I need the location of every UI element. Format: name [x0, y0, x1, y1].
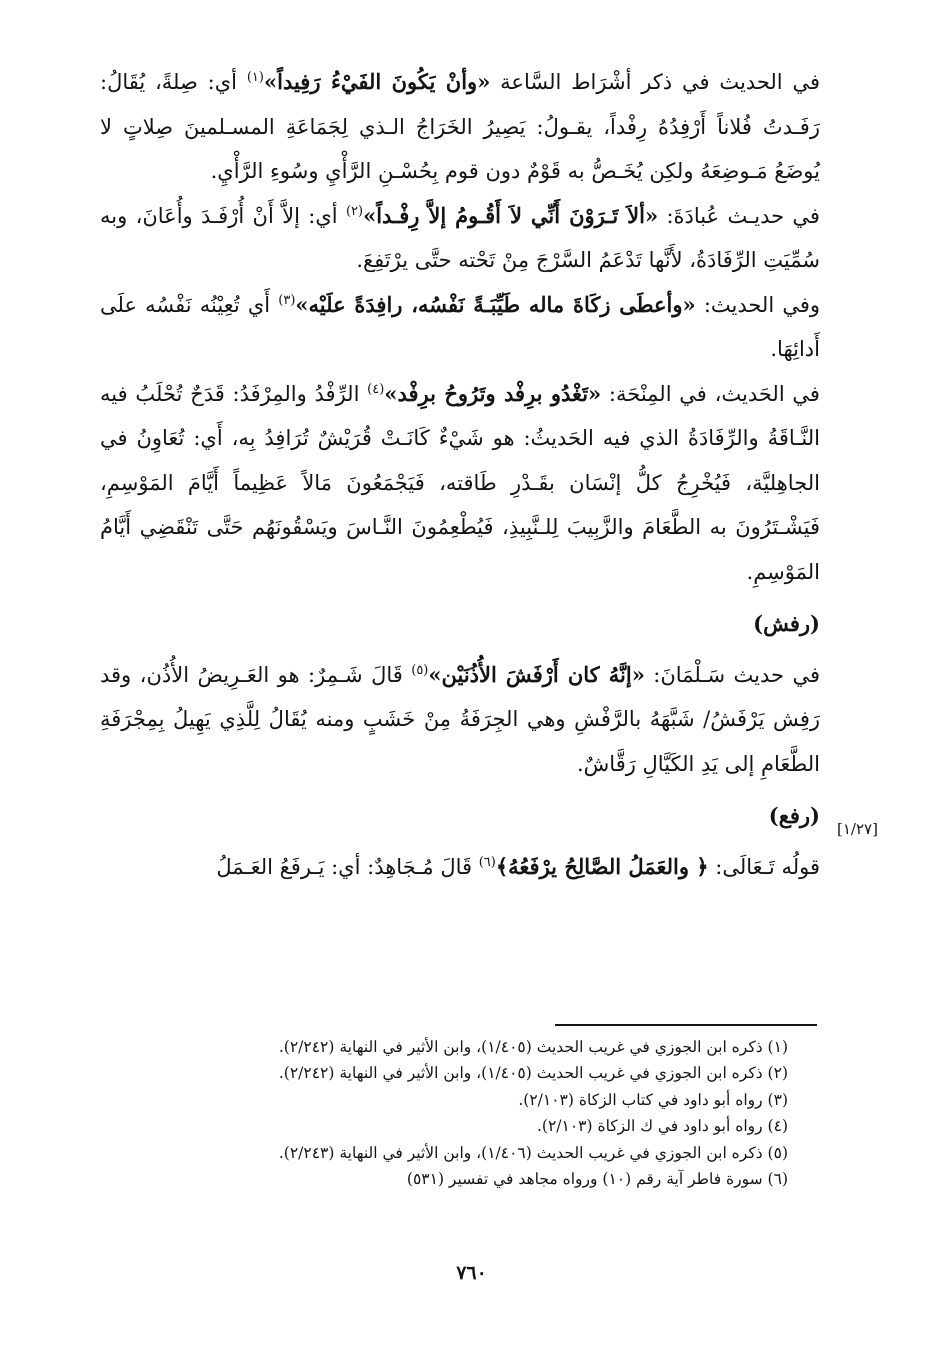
paragraph-5	[100, 653, 820, 787]
main-text-column	[100, 60, 820, 889]
footnote-1: (١) ذكره ابن الجوزي في غريب الحديث (١/٤٠٥)، وابن الأثير في النهاية (٢/٢٤٢).	[278, 1038, 788, 1056]
footnote-2: (٢) ذكره ابن الجوزي في غريب الحديث (١/٤٠٥)، وابن الأثير في النهاية (٢/٢٤٢).	[278, 1064, 788, 1083]
page-number: ٧٦٠	[456, 1262, 487, 1284]
quran-quote: ﴿ والعَمَلُ الصَّالِحُ يرْفَعُهُ﴾	[495, 853, 709, 879]
footnote-5: (٥) ذكره ابن الجوزي في غريب الحديث (١/٤٠٦)، وابن الأثير في النهاية (٢/٢٤٣).	[278, 1143, 788, 1162]
paragraph-2	[100, 194, 820, 283]
section-heading-rafash: (رفش)	[753, 611, 820, 636]
paragraph-text: أي: صِلةً، يُقَالُ: رَفَـدتُ فُلاناً أَرْفِدُهُ رِفْداً، يقـولُ: يَصِيرُ الخَرَاجُ الـذي لِجَمَاعَةِ المسـلمينَ صِلاتٍ لا يُوضَعُ مَـوضِعَهُ ولكِن يُخَـصُّ به قَوْمٌ دون قوم بِحُسْـنِ الرَّأْيِ وسُوءِ الرَّأْيِ.	[100, 70, 820, 183]
hadith-quote: «تَغْدُو برِفْد وتَرُوحُ برِفْد»	[384, 380, 602, 406]
paragraph-1	[100, 60, 820, 194]
hadith-quote: «إنَّهُ كان أَرْفَشَ الأُذُنَيْن»	[428, 661, 645, 687]
footnote-separator	[555, 1024, 817, 1026]
paragraph-3	[100, 283, 820, 372]
paragraph-text: قَالَ شَـمِرٌ: هو العَـرِيضُ الأُذُن، وقد رَفِش يَرْفَشُ/ شَبَّهَهُ بالرَّفْشِ وهي الجِرَفَةُ مِنْ خَشَبٍ ومنه يُقَالُ لِلَّذِي يَهِيلُ بِمِجْرَفَةِ الطَّعَامِ إلى يَدِ الكَيَّالِ رَقَّاشٌ.	[100, 662, 820, 776]
paragraph-text: قَالَ مُـجَاهِدٌ: أي: يَـرفَعُ العَـمَلُ	[216, 854, 479, 879]
hadith-quote: «ألاَ تَـرَوْنَ أَنِّي لاَ أَقُـومُ إلاَّ رِفْـداً»	[363, 202, 659, 228]
footnote-marker: (٦)	[478, 854, 496, 870]
paragraph-text: أي: إلاَّ أَنْ أُرْفَـدَ وأُعَانَ، وبه سُمِّيَتِ الرِّفَادَةُ، لأَنَّها تَدْعَمُ السَّرْجَ مِنْ تَحْته حتَّى يرْتَفِعَ.	[100, 203, 820, 272]
footnote-4: (٤) رواه أبو داود في ك الزكاة (٢/١٠٣).	[536, 1117, 788, 1136]
footnote-marker: (٣)	[278, 292, 296, 308]
paragraph-text: في حديـث عُبادَةَ:	[658, 203, 820, 228]
paragraph-6	[100, 845, 820, 890]
paragraph-text: الرِّفْدُ والمِرْفَدُ: قَدَحٌ تُحْلَبُ فيه النَّـاقَةُ والرِّفَادَةُ الذي فيه الحَديثُ: هو شَيْءٌ كَانَـتْ قُرَيْشٌ تُرَافِدُ بِه، أَي: تُعَاوِنُ في الجاهِليَّة، فَيُخْرِجُ كلُّ إنْسَان بقَـدْرِ طَاقته، فَيَجْمَعُونَ مَالاً عَظِيماً أَيَّامَ المَوْسِمِ، فَيَشْـتَرُونَ به الطَّعَامَ والزَّبِيبَ لِلـنَّبِيذِ، فَيُطْعِمُونَ النَّـاسَ ويَسْقُونَهُم حَتَّى تَنْقَضِي أَيَّامُ المَوْسِمِ.	[100, 381, 820, 584]
paragraph-text: وفي الحديث:	[695, 292, 821, 317]
paragraph-text: في حديث سَـلْمَانَ:	[644, 662, 820, 687]
paragraph-text: قولُه تَـعَالَى:	[708, 854, 820, 879]
footnote-marker: (١)	[246, 70, 264, 85]
footnote-6: (٦) سورة فاطر آية رقم (١٠) ورواه مجاهد في تفسير (٥٣١)	[406, 1170, 788, 1189]
hadith-quote: «وأنْ يَكُونَ الفَيْءُ رَفِيداً»	[263, 69, 491, 94]
hadith-quote: «وأعطَى زكَاةَ ماله طَيِّبَـةً نَفْسُه، رافِدَةً علَيْه»	[295, 291, 696, 317]
footnote-marker: (٤)	[367, 381, 385, 397]
footnote-marker: (٢)	[345, 203, 364, 219]
paragraph-text: في الحَديث، في المِنْحَة:	[601, 381, 820, 406]
footnote-3: (٣) رواه أبو داود في كتاب الزكاة (٢/١٠٣).	[518, 1090, 788, 1109]
footnote-marker: (٥)	[411, 662, 429, 678]
manuscript-folio-reference: [١/٢٧]	[837, 820, 878, 838]
footnotes	[128, 1034, 788, 1192]
paragraph-text: أَي تُعِيْنُه نَفْسُه علَى أَدائِهَا.	[100, 292, 820, 361]
paragraph-text: في الحديث في ذكر أشْرَاط السَّاعة	[490, 70, 820, 94]
section-heading-rafaa: (رفع)	[768, 803, 820, 828]
paragraph-4	[100, 372, 820, 595]
